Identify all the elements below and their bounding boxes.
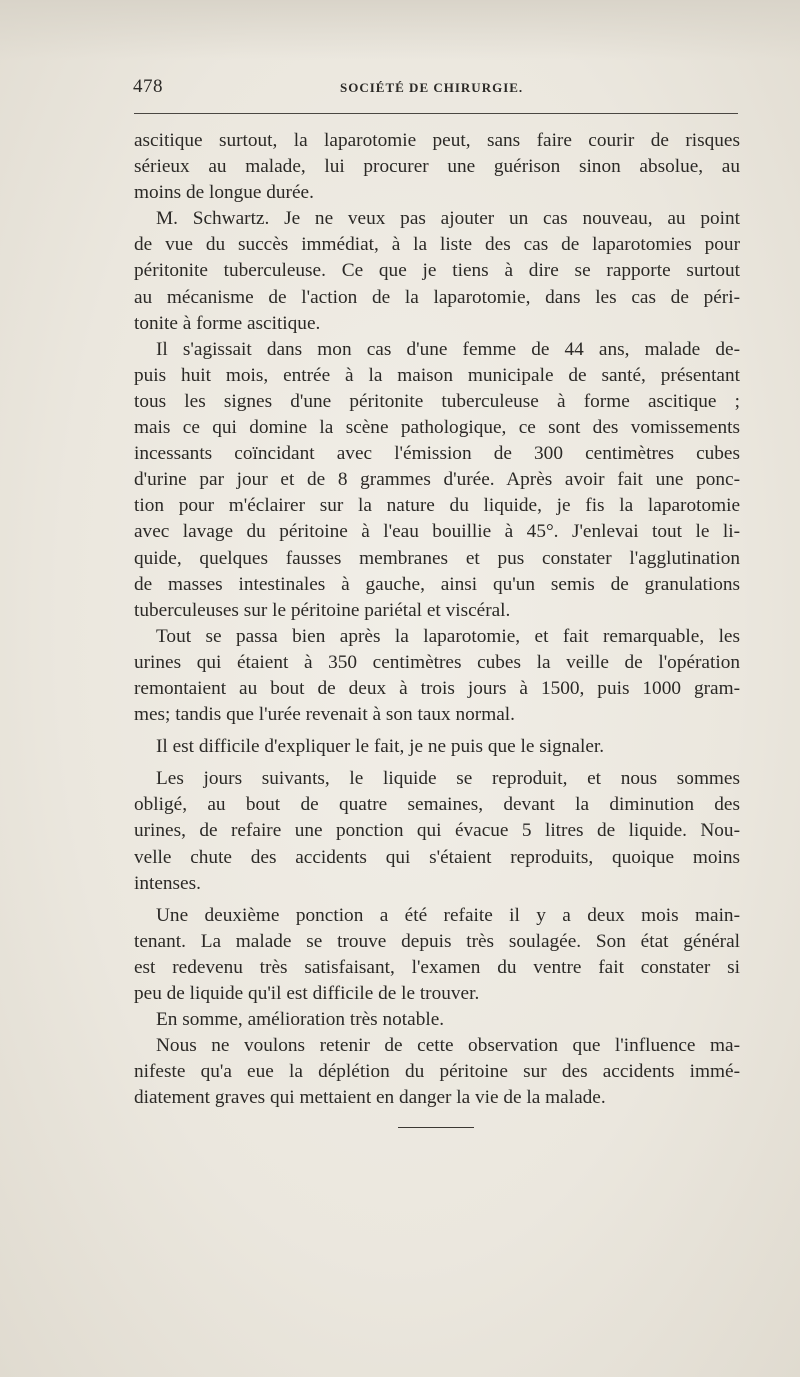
text-line: Il est difficile d'expliquer le fait, je ne puis que le signaler. (156, 736, 605, 758)
text-line: péritonite tuberculeuse. Ce que je tiens à dire se rapporte surtout (134, 260, 740, 282)
text-line: Il s'agissait dans mon cas d'une femme de 44 ans, malade de- (156, 338, 740, 360)
text-line: peu de liquide qu'il est difficile de le trouver. (134, 983, 480, 1004)
text-line: de vue du succès immédiat, à la liste des cas de laparotomies pour (134, 234, 740, 256)
text-line: obligé, au bout de quatre semaines, devant la diminution des (134, 794, 740, 816)
text-line: mes; tandis que l'urée revenait à son taux normal. (134, 704, 515, 726)
text-line: tion pour m'éclairer sur la nature du liquide, je fis la laparotomie (134, 495, 740, 517)
text-line: tenant. La malade se trouve depuis très soulagée. Son état général (134, 930, 740, 952)
text-line: Tout se passa bien après la laparotomie, et fait remarquable, les (156, 625, 740, 647)
text-line: incessants coïncidant avec l'émission de 300 centimètres cubes (134, 443, 740, 465)
text-line: urines qui étaient à 350 centimètres cubes la veille de l'opération (134, 651, 740, 673)
page-top-shading (0, 0, 800, 60)
text-line: Une deuxième ponction a été refaite il y a deux mois main- (156, 904, 740, 926)
text-line: tonite à forme ascitique. (134, 312, 321, 334)
text-line: remontaient au bout de deux à trois jours à 1500, puis 1000 gram- (134, 677, 740, 699)
header-rule (134, 113, 738, 114)
text-line: M. Schwartz. Je ne veux pas ajouter un cas nouveau, au point (156, 208, 740, 230)
text-line: Nous ne voulons retenir de cette observation que l'influence ma- (156, 1035, 740, 1057)
page-number: 478 (133, 76, 163, 97)
text-line: d'urine par jour et de 8 grammes d'urée. Après avoir fait une ponc- (134, 469, 740, 491)
text-line: ascitique surtout, la laparotomie peut, sans faire courir de risques (134, 130, 740, 151)
text-line: intenses. (134, 872, 201, 894)
text-line: nifeste qu'a eue la déplétion du péritoine sur des accidents immé- (134, 1061, 740, 1083)
page-header (133, 76, 738, 104)
text-line: au mécanisme de l'action de la laparotomie, dans les cas de péri- (134, 286, 740, 308)
text-line: En somme, amélioration très notable. (156, 1009, 445, 1031)
text-line: de masses intestinales à gauche, ainsi qu'un semis de granulations (134, 573, 740, 595)
text-line: velle chute des accidents qui s'étaient reproduits, quoique moins (134, 846, 740, 868)
text-line: avec lavage du péritoine à l'eau bouillie à 45°. J'enlevai tout le li- (134, 521, 740, 543)
text-line: tuberculeuses sur le péritoine pariétal et viscéral. (134, 599, 511, 621)
body-text (134, 128, 740, 1111)
text-line: diatement graves qui mettaient en danger la vie de la malade. (134, 1087, 606, 1109)
running-title: SOCIÉTÉ DE CHIRURGIE. (340, 80, 524, 95)
text-line: est redevenu très satisfaisant, l'examen du ventre fait constater si (134, 956, 740, 978)
text-line: sérieux au malade, lui procurer une guérison sinon absolue, au (134, 156, 740, 178)
text-line: Les jours suivants, le liquide se reproduit, et nous sommes (156, 768, 740, 790)
text-line: moins de longue durée. (134, 182, 314, 204)
text-line: urines, de refaire une ponction qui évacue 5 litres de liquide. Nou- (134, 820, 740, 842)
text-line: puis huit mois, entrée à la maison municipale de santé, présentant (134, 364, 740, 386)
text-line: tous les signes d'une péritonite tuberculeuse à forme ascitique ; (134, 390, 740, 412)
text-line: mais ce qui domine la scène pathologique, ce sont des vomissements (134, 417, 740, 439)
end-rule (398, 1127, 474, 1128)
text-line: quide, quelques fausses membranes et pus constater l'agglutination (134, 547, 740, 569)
